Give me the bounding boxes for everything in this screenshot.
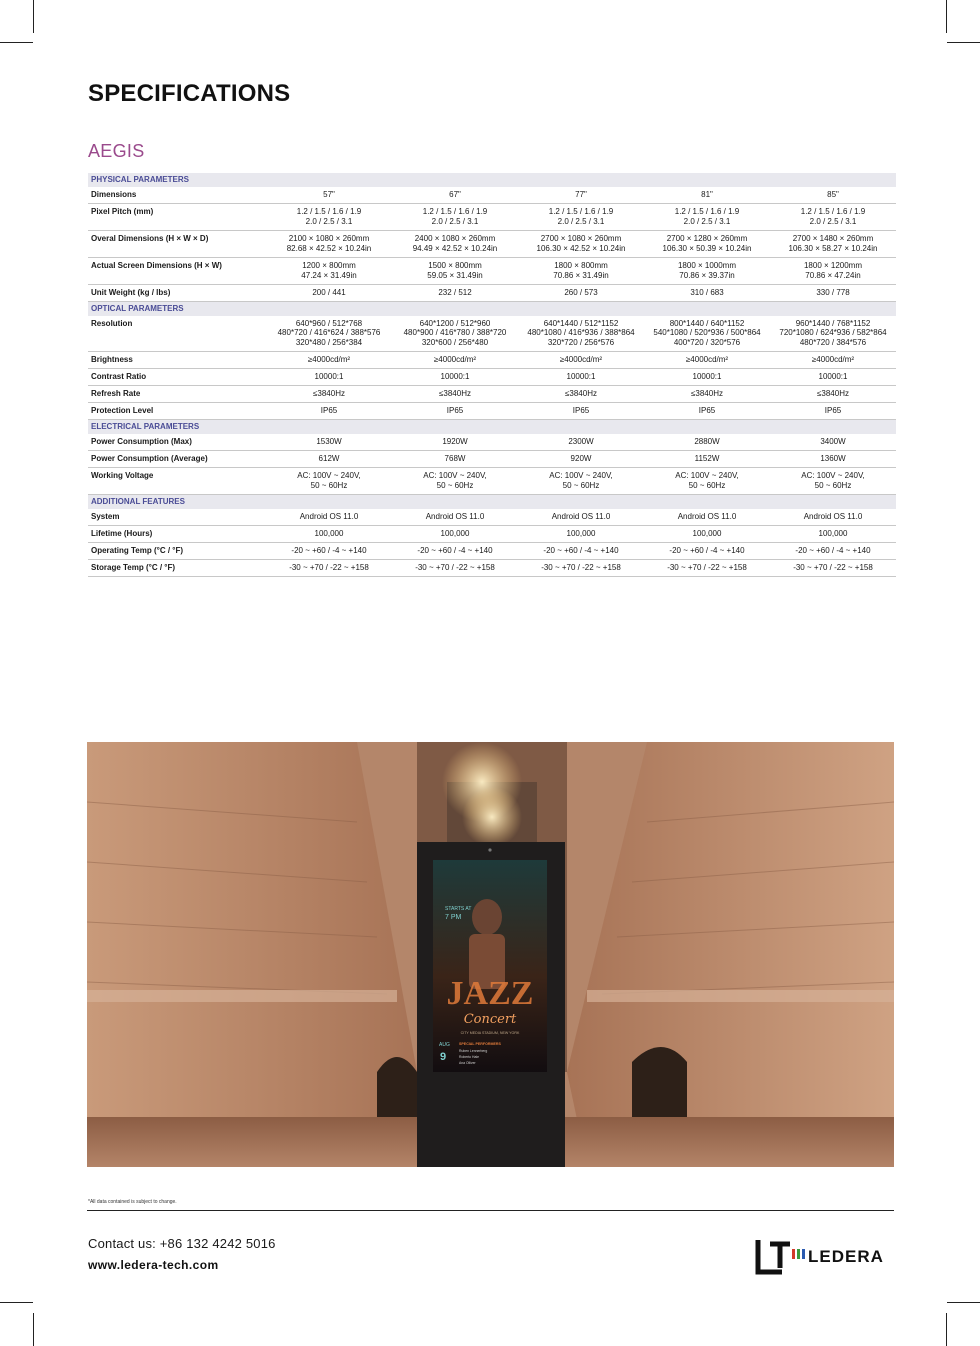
table-cell: -30 ~ +70 / -22 ~ +158 (644, 560, 770, 577)
table-cell: ≥4000cd/m² (518, 352, 644, 369)
row-label: Contrast Ratio (88, 369, 266, 386)
table-row (88, 187, 896, 204)
table-cell: 2300W (518, 434, 644, 451)
product-photo (87, 742, 894, 1167)
table-cell: AC: 100V ~ 240V, 50 ~ 60Hz (770, 468, 896, 495)
table-cell: 100,000 (644, 526, 770, 543)
table-cell: -20 ~ +60 / -4 ~ +140 (392, 543, 518, 560)
poster-starts-at: STARTS AT (445, 906, 472, 912)
table-cell: 1.2 / 1.5 / 1.6 / 1.9 2.0 / 2.5 / 3.1 (392, 204, 518, 231)
section-title: ELECTRICAL PARAMETERS (88, 420, 896, 434)
row-label: Operating Temp (°C / °F) (88, 543, 266, 560)
row-label: Protection Level (88, 403, 266, 420)
section-title: ADDITIONAL FEATURES (88, 495, 896, 509)
table-cell: 1152W (644, 451, 770, 468)
table-cell: ≤3840Hz (518, 386, 644, 403)
table-cell: -20 ~ +60 / -4 ~ +140 (770, 543, 896, 560)
table-cell: ≥4000cd/m² (392, 352, 518, 369)
table-cell: 10000:1 (644, 369, 770, 386)
ledera-logo (752, 1236, 898, 1278)
poster-venue: CITY MEDIA STADIUM, NEW YORK (460, 1031, 520, 1035)
section-title: OPTICAL PARAMETERS (88, 302, 896, 316)
table-cell: 260 / 573 (518, 285, 644, 302)
row-label: Overal Dimensions (H × W × D) (88, 231, 266, 258)
table-cell: 920W (518, 451, 644, 468)
table-row (88, 403, 896, 420)
table-cell: 2400 × 1080 × 260mm 94.49 × 42.52 × 10.24in (392, 231, 518, 258)
table-cell: -30 ~ +70 / -22 ~ +158 (392, 560, 518, 577)
table-cell: 2700 × 1280 × 260mm 106.30 × 50.39 × 10.24in (644, 231, 770, 258)
row-label: Power Consumption (Max) (88, 434, 266, 451)
table-row (88, 316, 896, 352)
poster-headline: JAZZ (446, 975, 534, 1012)
row-label: Resolution (88, 316, 266, 352)
row-label: Lifetime (Hours) (88, 526, 266, 543)
table-cell: 2700 × 1080 × 260mm 106.30 × 42.52 × 10.24in (518, 231, 644, 258)
row-label: Pixel Pitch (mm) (88, 204, 266, 231)
table-cell: 1920W (392, 434, 518, 451)
row-label: System (88, 509, 266, 526)
poster-performers-title: SPECIAL PERFORMERS (459, 1042, 501, 1046)
table-cell: ≥4000cd/m² (644, 352, 770, 369)
table-cell: IP65 (770, 403, 896, 420)
table-cell: AC: 100V ~ 240V, 50 ~ 60Hz (392, 468, 518, 495)
disclaimer: *All data contained is subject to change. (88, 1199, 177, 1205)
poster-month: AUG (439, 1042, 450, 1048)
table-cell: 232 / 512 (392, 285, 518, 302)
table-cell: 1.2 / 1.5 / 1.6 / 1.9 2.0 / 2.5 / 3.1 (770, 204, 896, 231)
row-label: Dimensions (88, 187, 266, 204)
table-cell: IP65 (518, 403, 644, 420)
table-row (88, 285, 896, 302)
table-row (88, 451, 896, 468)
table-cell: 10000:1 (518, 369, 644, 386)
section-header (88, 173, 896, 187)
table-cell: 1500 × 800mm 59.05 × 31.49in (392, 258, 518, 285)
table-row (88, 526, 896, 543)
table-row (88, 509, 896, 526)
table-cell: AC: 100V ~ 240V, 50 ~ 60Hz (266, 468, 392, 495)
table-cell: Android OS 11.0 (392, 509, 518, 526)
section-header (88, 302, 896, 316)
page-title: SPECIFICATIONS (88, 80, 291, 107)
table-cell: ≥4000cd/m² (770, 352, 896, 369)
row-label: Storage Temp (°C / °F) (88, 560, 266, 577)
table-cell: 200 / 441 (266, 285, 392, 302)
table-cell: 1800 × 1000mm 70.86 × 39.37in (644, 258, 770, 285)
section-header (88, 495, 896, 509)
poster-performer: Ana Olliver (459, 1061, 476, 1065)
table-cell: ≤3840Hz (392, 386, 518, 403)
table-cell: 612W (266, 451, 392, 468)
table-cell: 330 / 778 (770, 285, 896, 302)
table-cell: Android OS 11.0 (644, 509, 770, 526)
table-cell: 1.2 / 1.5 / 1.6 / 1.9 2.0 / 2.5 / 3.1 (644, 204, 770, 231)
table-cell: Android OS 11.0 (518, 509, 644, 526)
table-cell: -30 ~ +70 / -22 ~ +158 (266, 560, 392, 577)
table-cell: 100,000 (518, 526, 644, 543)
table-cell: -20 ~ +60 / -4 ~ +140 (266, 543, 392, 560)
table-cell: ≤3840Hz (644, 386, 770, 403)
section-header (88, 420, 896, 434)
table-cell: IP65 (644, 403, 770, 420)
table-cell: 640*1200 / 512*960 480*900 / 416*780 / 388*720 320*600 / 256*480 (392, 316, 518, 352)
table-cell: 1360W (770, 451, 896, 468)
table-row (88, 434, 896, 451)
poster-performer: Ruben Lennerberg (459, 1049, 488, 1053)
table-row (88, 560, 896, 577)
poster-day: 9 (440, 1051, 447, 1063)
table-cell: Android OS 11.0 (770, 509, 896, 526)
table-cell: 10000:1 (392, 369, 518, 386)
table-row (88, 258, 896, 285)
table-cell: 77" (518, 187, 644, 204)
table-cell: 1.2 / 1.5 / 1.6 / 1.9 2.0 / 2.5 / 3.1 (518, 204, 644, 231)
table-cell: 100,000 (266, 526, 392, 543)
table-cell: 85" (770, 187, 896, 204)
table-row (88, 386, 896, 403)
row-label: Refresh Rate (88, 386, 266, 403)
table-cell: 640*960 / 512*768 480*720 / 416*624 / 388*576 320*480 / 256*384 (266, 316, 392, 352)
table-cell: 640*1440 / 512*1152 480*1080 / 416*936 / 388*864 320*720 / 256*576 (518, 316, 644, 352)
row-label: Brightness (88, 352, 266, 369)
section-title: PHYSICAL PARAMETERS (88, 173, 896, 187)
table-cell: Android OS 11.0 (266, 509, 392, 526)
table-cell: 1800 × 1200mm 70.86 × 47.24in (770, 258, 896, 285)
poster-performer: Roberto Hale (459, 1055, 479, 1059)
table-cell: IP65 (266, 403, 392, 420)
table-cell: IP65 (392, 403, 518, 420)
hall-illustration (87, 742, 894, 1167)
table-cell: 2880W (644, 434, 770, 451)
table-row (88, 468, 896, 495)
table-cell: 1200 × 800mm 47.24 × 31.49in (266, 258, 392, 285)
table-cell: 100,000 (770, 526, 896, 543)
spec-table (88, 173, 896, 577)
table-cell: 3400W (770, 434, 896, 451)
table-cell: ≤3840Hz (266, 386, 392, 403)
row-label: Actual Screen Dimensions (H × W) (88, 258, 266, 285)
table-cell: -30 ~ +70 / -22 ~ +158 (518, 560, 644, 577)
table-cell: 100,000 (392, 526, 518, 543)
table-row (88, 204, 896, 231)
table-row (88, 543, 896, 560)
poster-time: 7 PM (445, 914, 462, 921)
table-cell: 57" (266, 187, 392, 204)
table-cell: 1800 × 800mm 70.86 × 31.49in (518, 258, 644, 285)
logo-text: LEDERA (808, 1247, 884, 1266)
table-cell: 1530W (266, 434, 392, 451)
table-cell: AC: 100V ~ 240V, 50 ~ 60Hz (518, 468, 644, 495)
table-row (88, 352, 896, 369)
table-cell: AC: 100V ~ 240V, 50 ~ 60Hz (644, 468, 770, 495)
table-cell: 800*1440 / 640*1152 540*1080 / 520*936 / 500*864 400*720 / 320*576 (644, 316, 770, 352)
table-cell: 310 / 683 (644, 285, 770, 302)
table-cell: ≤3840Hz (770, 386, 896, 403)
table-row (88, 369, 896, 386)
table-cell: 10000:1 (770, 369, 896, 386)
table-row (88, 231, 896, 258)
table-cell: 2700 × 1480 × 260mm 106.30 × 58.27 × 10.24in (770, 231, 896, 258)
table-cell: 768W (392, 451, 518, 468)
table-cell: 67" (392, 187, 518, 204)
footer-divider (87, 1210, 894, 1211)
row-label: Working Voltage (88, 468, 266, 495)
poster-subhead: Concert (463, 1012, 517, 1027)
table-cell: ≥4000cd/m² (266, 352, 392, 369)
table-cell: -30 ~ +70 / -22 ~ +158 (770, 560, 896, 577)
contact-phone: Contact us: +86 132 4242 5016 (88, 1236, 276, 1251)
table-cell: 81" (644, 187, 770, 204)
row-label: Unit Weight (kg / lbs) (88, 285, 266, 302)
table-cell: -20 ~ +60 / -4 ~ +140 (644, 543, 770, 560)
website-link[interactable]: www.ledera-tech.com (88, 1258, 219, 1272)
table-cell: 2100 × 1080 × 260mm 82.68 × 42.52 × 10.24in (266, 231, 392, 258)
product-name: AEGIS (88, 141, 145, 161)
table-cell: 10000:1 (266, 369, 392, 386)
row-label: Power Consumption (Average) (88, 451, 266, 468)
table-cell: 1.2 / 1.5 / 1.6 / 1.9 2.0 / 2.5 / 3.1 (266, 204, 392, 231)
table-cell: 960*1440 / 768*1152 720*1080 / 624*936 / 582*864 480*720 / 384*576 (770, 316, 896, 352)
table-cell: -20 ~ +60 / -4 ~ +140 (518, 543, 644, 560)
